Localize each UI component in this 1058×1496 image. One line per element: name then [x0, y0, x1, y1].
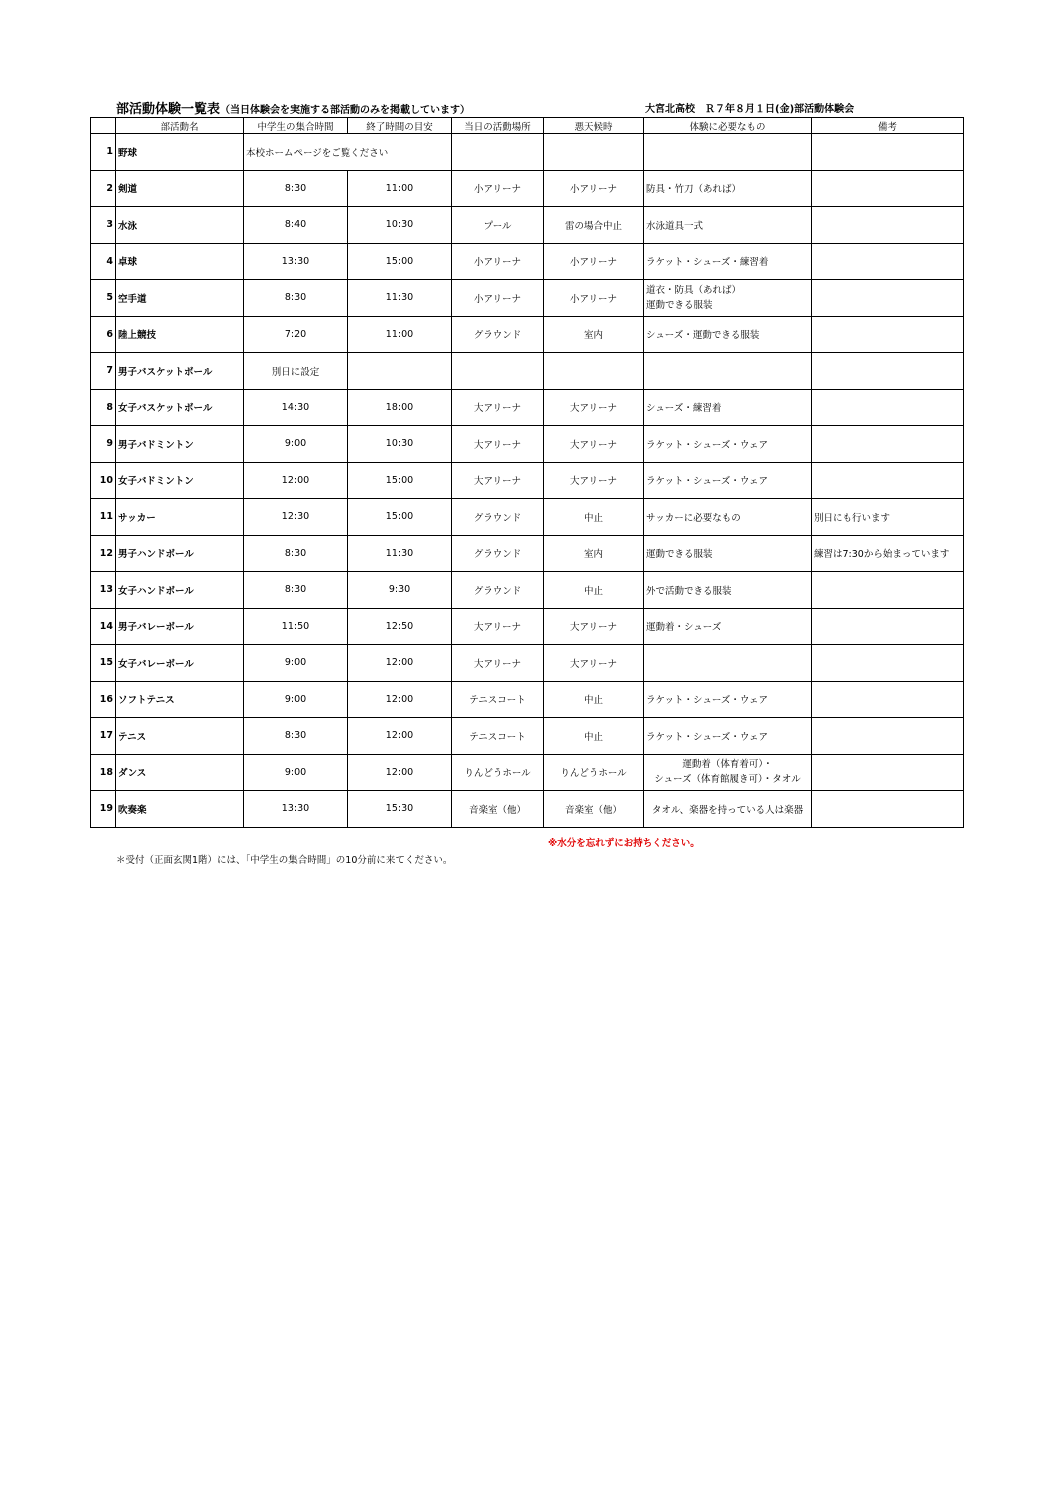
- activity-place: [452, 134, 544, 171]
- meeting-time: 9:00: [244, 645, 348, 682]
- column-header: 備考: [812, 118, 964, 134]
- remarks: 練習は7:30から始まっています: [812, 535, 964, 572]
- club-name: 男子バレーボール: [116, 608, 244, 645]
- row-number: 13: [91, 572, 116, 609]
- column-header: 中学生の集合時間: [244, 118, 348, 134]
- row-number: 3: [91, 207, 116, 244]
- table-row: [91, 170, 964, 207]
- required-items: サッカーに必要なもの: [644, 499, 812, 536]
- club-name: ダンス: [116, 754, 244, 791]
- row-number: 1: [91, 134, 116, 171]
- activity-place: [452, 353, 544, 390]
- activity-place: 大アリーナ: [452, 462, 544, 499]
- bad-weather: 大アリーナ: [544, 608, 644, 645]
- required-items: シューズ・運動できる服装: [644, 316, 812, 353]
- table-row: [91, 207, 964, 244]
- table-row: [91, 134, 964, 171]
- club-name: 卓球: [116, 243, 244, 280]
- club-name: 水泳: [116, 207, 244, 244]
- column-header: 悪天候時: [544, 118, 644, 134]
- merged-note: 本校ホームページをご覧ください: [244, 134, 452, 171]
- club-name: サッカー: [116, 499, 244, 536]
- water-notice: ※水分を忘れずにお持ちください。: [548, 838, 700, 849]
- bad-weather: 小アリーナ: [544, 243, 644, 280]
- end-time: 12:00: [348, 754, 452, 791]
- required-items-line2: 運動できる服装: [646, 299, 713, 311]
- meeting-time: 7:20: [244, 316, 348, 353]
- table-row: [91, 754, 964, 791]
- bad-weather: りんどうホール: [544, 754, 644, 791]
- end-time: 12:50: [348, 608, 452, 645]
- meeting-time: 12:00: [244, 462, 348, 499]
- row-number: 6: [91, 316, 116, 353]
- club-name: 陸上競技: [116, 316, 244, 353]
- remarks: [812, 754, 964, 791]
- meeting-time: 8:30: [244, 572, 348, 609]
- table-row: [91, 535, 964, 572]
- end-time: 10:30: [348, 426, 452, 463]
- bad-weather: 雷の場合中止: [544, 207, 644, 244]
- table-row: [91, 316, 964, 353]
- title-main: 部活動体験一覧表: [116, 102, 221, 117]
- row-number: 9: [91, 426, 116, 463]
- remarks: [812, 718, 964, 755]
- club-name: 男子バスケットボール: [116, 353, 244, 390]
- table-row: [91, 280, 964, 317]
- table-row: [91, 499, 964, 536]
- required-items: 水泳道具一式: [644, 207, 812, 244]
- header-row: [91, 118, 964, 134]
- row-number: 16: [91, 681, 116, 718]
- remarks: [812, 280, 964, 317]
- bad-weather: 中止: [544, 681, 644, 718]
- bad-weather: 室内: [544, 535, 644, 572]
- end-time: 12:00: [348, 718, 452, 755]
- activity-place: テニスコート: [452, 718, 544, 755]
- end-time: 11:00: [348, 316, 452, 353]
- end-time: 11:30: [348, 535, 452, 572]
- meeting-time: 8:30: [244, 280, 348, 317]
- club-name: 吹奏楽: [116, 791, 244, 828]
- activity-place: 大アリーナ: [452, 645, 544, 682]
- meeting-time: 8:30: [244, 535, 348, 572]
- row-number: 10: [91, 462, 116, 499]
- remarks: 別日にも行います: [812, 499, 964, 536]
- club-name: 女子バスケットボール: [116, 389, 244, 426]
- remarks: [812, 426, 964, 463]
- title-subtitle: （当日体験会を実施する部活動のみを掲載しています）: [220, 105, 471, 116]
- required-items: ラケット・シューズ・ウェア: [644, 426, 812, 463]
- activity-place: りんどうホール: [452, 754, 544, 791]
- club-name: ソフトテニス: [116, 681, 244, 718]
- end-time: 12:00: [348, 645, 452, 682]
- end-time: 11:00: [348, 170, 452, 207]
- end-time: 11:30: [348, 280, 452, 317]
- activity-place: 小アリーナ: [452, 243, 544, 280]
- club-name: 空手道: [116, 280, 244, 317]
- reception-footnote: ＊受付（正面玄関1階）には、「中学生の集合時間」の10分前に来てください。: [116, 855, 453, 866]
- row-number: 2: [91, 170, 116, 207]
- activity-place: テニスコート: [452, 681, 544, 718]
- end-time: 18:00: [348, 389, 452, 426]
- row-number: 17: [91, 718, 116, 755]
- bad-weather: 小アリーナ: [544, 280, 644, 317]
- club-name: 女子バドミントン: [116, 462, 244, 499]
- meeting-time: 14:30: [244, 389, 348, 426]
- activity-place: グラウンド: [452, 572, 544, 609]
- row-number: 5: [91, 280, 116, 317]
- required-items: [644, 754, 812, 791]
- table-row: [91, 389, 964, 426]
- bad-weather: 大アリーナ: [544, 462, 644, 499]
- row-number: 19: [91, 791, 116, 828]
- row-number: 18: [91, 754, 116, 791]
- table-row: [91, 681, 964, 718]
- meeting-time: 13:30: [244, 791, 348, 828]
- required-items: タオル、楽器を持っている人は楽器: [644, 791, 812, 828]
- activity-place: グラウンド: [452, 316, 544, 353]
- club-name: 剣道: [116, 170, 244, 207]
- meeting-time: 別日に設定: [244, 353, 348, 390]
- end-time: 15:30: [348, 791, 452, 828]
- bad-weather: [544, 353, 644, 390]
- club-name: 女子バレーボール: [116, 645, 244, 682]
- remarks: [812, 681, 964, 718]
- required-items: ラケット・シューズ・練習着: [644, 243, 812, 280]
- remarks: [812, 572, 964, 609]
- required-items: 運動できる服装: [644, 535, 812, 572]
- bad-weather: 中止: [544, 718, 644, 755]
- bad-weather: 小アリーナ: [544, 170, 644, 207]
- row-number: 4: [91, 243, 116, 280]
- required-items: 運動着・シューズ: [644, 608, 812, 645]
- table-row: [91, 353, 964, 390]
- club-name: 男子ハンドボール: [116, 535, 244, 572]
- row-number: 12: [91, 535, 116, 572]
- end-time: 15:00: [348, 462, 452, 499]
- remarks: [812, 389, 964, 426]
- activity-place: 小アリーナ: [452, 170, 544, 207]
- table-row: [91, 645, 964, 682]
- club-name: 男子バドミントン: [116, 426, 244, 463]
- end-time: 12:00: [348, 681, 452, 718]
- bad-weather: 音楽室（他）: [544, 791, 644, 828]
- row-number: 15: [91, 645, 116, 682]
- required-items: シューズ・練習着: [644, 389, 812, 426]
- bad-weather: 中止: [544, 572, 644, 609]
- table-row: [91, 608, 964, 645]
- row-number: 7: [91, 353, 116, 390]
- column-header: 終了時間の目安: [348, 118, 452, 134]
- remarks: [812, 207, 964, 244]
- meeting-time: 8:30: [244, 718, 348, 755]
- bad-weather: 中止: [544, 499, 644, 536]
- required-items: 外で活動できる服装: [644, 572, 812, 609]
- meeting-time: 9:00: [244, 754, 348, 791]
- table-row: [91, 243, 964, 280]
- column-header: [91, 118, 116, 134]
- required-items: [644, 134, 812, 171]
- table-row: [91, 572, 964, 609]
- meeting-time: 12:30: [244, 499, 348, 536]
- required-items: [644, 280, 812, 317]
- club-name: テニス: [116, 718, 244, 755]
- page-title: [116, 98, 470, 117]
- row-number: 11: [91, 499, 116, 536]
- remarks: [812, 462, 964, 499]
- row-number: 14: [91, 608, 116, 645]
- meeting-time: 11:50: [244, 608, 348, 645]
- end-time: 9:30: [348, 572, 452, 609]
- end-time: 10:30: [348, 207, 452, 244]
- required-items: ラケット・シューズ・ウェア: [644, 718, 812, 755]
- meeting-time: 8:30: [244, 170, 348, 207]
- school-event-label: 大宮北高校 Ｒ７年８月１日(金)部活動体験会: [645, 104, 855, 115]
- bad-weather: 大アリーナ: [544, 426, 644, 463]
- activity-place: グラウンド: [452, 535, 544, 572]
- remarks: [812, 791, 964, 828]
- required-items-line2: シューズ（体育館履き可）・タオル: [654, 774, 801, 786]
- remarks: [812, 645, 964, 682]
- remarks: [812, 243, 964, 280]
- bad-weather: 大アリーナ: [544, 389, 644, 426]
- remarks: [812, 134, 964, 171]
- required-items-line1: 運動着（体育着可）・: [682, 759, 773, 771]
- club-name: 女子ハンドボール: [116, 572, 244, 609]
- activity-place: 音楽室（他）: [452, 791, 544, 828]
- required-items: ラケット・シューズ・ウェア: [644, 462, 812, 499]
- required-items-line1: 道衣・防具（あれば）: [646, 284, 742, 296]
- bad-weather: 室内: [544, 316, 644, 353]
- required-items: 防具・竹刀（あれば）: [644, 170, 812, 207]
- activity-place: プール: [452, 207, 544, 244]
- club-table: [90, 117, 964, 828]
- remarks: [812, 316, 964, 353]
- end-time: [348, 353, 452, 390]
- meeting-time: 9:00: [244, 681, 348, 718]
- end-time: 15:00: [348, 499, 452, 536]
- activity-place: 大アリーナ: [452, 426, 544, 463]
- table-row: [91, 718, 964, 755]
- meeting-time: 9:00: [244, 426, 348, 463]
- column-header: 体験に必要なもの: [644, 118, 812, 134]
- column-header: 当日の活動場所: [452, 118, 544, 134]
- remarks: [812, 608, 964, 645]
- table-row: [91, 791, 964, 828]
- table-row: [91, 426, 964, 463]
- required-items: [644, 353, 812, 390]
- bad-weather: [544, 134, 644, 171]
- row-number: 8: [91, 389, 116, 426]
- bad-weather: 大アリーナ: [544, 645, 644, 682]
- activity-place: 大アリーナ: [452, 608, 544, 645]
- table-row: [91, 462, 964, 499]
- required-items: [644, 645, 812, 682]
- remarks: [812, 353, 964, 390]
- column-header: 部活動名: [116, 118, 244, 134]
- club-name: 野球: [116, 134, 244, 171]
- end-time: 15:00: [348, 243, 452, 280]
- activity-place: グラウンド: [452, 499, 544, 536]
- meeting-time: 8:40: [244, 207, 348, 244]
- activity-place: 小アリーナ: [452, 280, 544, 317]
- activity-place: 大アリーナ: [452, 389, 544, 426]
- required-items: ラケット・シューズ・ウェア: [644, 681, 812, 718]
- remarks: [812, 170, 964, 207]
- meeting-time: 13:30: [244, 243, 348, 280]
